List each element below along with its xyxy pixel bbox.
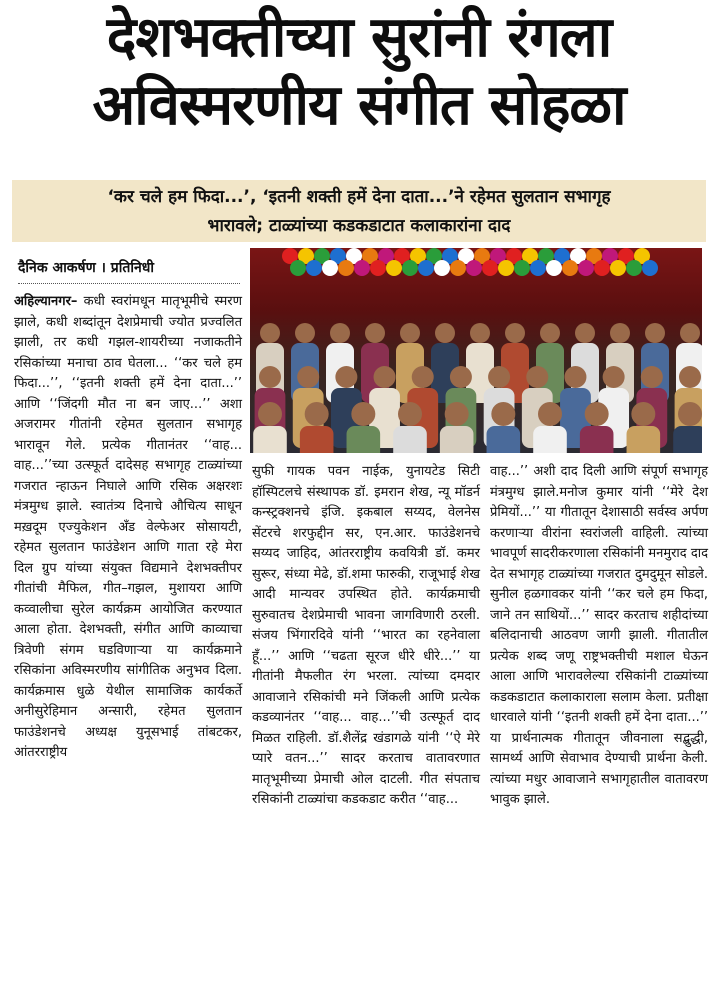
headline [0, 4, 718, 140]
person-head [678, 402, 702, 426]
person-head [305, 402, 329, 426]
balloon [610, 260, 626, 276]
balloon [514, 260, 530, 276]
byline-divider [18, 283, 240, 284]
balloon [306, 260, 322, 276]
balloon [354, 260, 370, 276]
person-head [645, 323, 665, 343]
balloon [530, 260, 546, 276]
article-column-1 [14, 292, 242, 764]
group-photo [250, 248, 702, 453]
balloon [642, 260, 658, 276]
person-head [258, 402, 282, 426]
person-head [564, 366, 586, 388]
balloon [466, 260, 482, 276]
person-head [365, 323, 385, 343]
person-body [440, 426, 474, 453]
balloon [370, 260, 386, 276]
balloon [594, 260, 610, 276]
balloon [402, 260, 418, 276]
person-head [297, 366, 319, 388]
person-head [470, 323, 490, 343]
person-head [412, 366, 434, 388]
subheadline [12, 180, 706, 242]
byline: दैनिक आकर्षण । प्रतिनिधी [18, 260, 154, 276]
person-body [393, 426, 427, 453]
person-head [400, 323, 420, 343]
person-body [253, 426, 287, 453]
person-body [300, 426, 334, 453]
person-head [488, 366, 510, 388]
dateline: अहिल्यानगर– [14, 294, 78, 309]
balloon [322, 260, 338, 276]
balloon [626, 260, 642, 276]
headline-line-1: देशभक्तीच्या सुरांनी रंगला [106, 5, 612, 70]
person-head [445, 402, 469, 426]
balloon [498, 260, 514, 276]
person-head [526, 366, 548, 388]
person-head [603, 366, 625, 388]
person-head [575, 323, 595, 343]
person-head [351, 402, 375, 426]
person-head [259, 366, 281, 388]
person-head [330, 323, 350, 343]
person-body [580, 426, 614, 453]
person-head [641, 366, 663, 388]
article-column-3 [490, 462, 708, 811]
person-head [398, 402, 422, 426]
person-head [540, 323, 560, 343]
article-text-col2: सुफी गायक पवन नाईक, युनायटेड सिटी हॉस्पिटलचे संस्थापक डॉ. इमरान शेख, न्यू मॉडर्न कन्स्ट्रक्शनचे इंजि. इकबाल सय्यद, वेलनेस सेंटरचे शरफुद्दीन सर, एन.आर. फाउंडेशनचे सय्यद जाहिद, आंतरराष्ट्रीय कवयित्री डॉ. कमर सुरूर, संध्या मेढे, डॉ.शमा फारुकी, राजूभाई शेख आदी मान्यवर उपस्थित होते. कार्यक्रमाची सुरुवातच देशप्रेमाची भावना जागविणारी ठरली. संजय भिंगारदिवे यांनी ‘‘भारत का रहनेवाला हूँ...’’ आणि ‘‘चढता सूरज धीरे धीरे...’’ या गीतांनी मैफलीत रंग भरला. त्यांच्या दमदार आवाजाने रसिकांची मने जिंकली आणि प्रत्येक कडव्यानंतर ‘‘वाह... वाह...’’ची उत्स्फूर्त दाद मिळत राहिली. डॉ.शैलेंद्र खंडागळे यांनी ‘‘ऐ मेरे प्यारे वतन...’’ सादर करताच वातावरणात मातृभूमीच्या प्रेमाची ओल दाटली. गीत संपताच रसिकांनी टाळ्यांचा कडकडाट करीत ‘‘वाह... [252, 464, 480, 807]
headline-line-2: अविस्मरणीय संगीत सोहळा [92, 73, 626, 138]
balloon [338, 260, 354, 276]
person-head [374, 366, 396, 388]
balloon [434, 260, 450, 276]
person-head [631, 402, 655, 426]
article-text-col3: वाह...’’ अशी दाद दिली आणि संपूर्ण सभागृह मंत्रमुग्ध झाले.मनोज कुमार यांनी ‘‘मेरे देश प्रेमियों...’’ या गीतातून देशासाठी सर्वस्व अर्पण करणाऱ्या वीरांना स्वरांजली वाहिली. त्यांच्या भावपूर्ण सादरीकरणाला रसिकांनी मनमुराद दाद देत सभागृह टाळ्यांच्या गजरात दुमदुमून सोडले. सुनील हळगावकर यांनी ‘‘कर चले हम फिदा, जाने तन साथियों...’’ सादर करताच शहीदांच्या बलिदानाची आठवण जागी झाली. गीतातील प्रत्येक शब्द जणू राष्ट्रभक्तीची मशाल घेऊन आला आणि भारावलेल्या रसिकांनी टाळ्यांच्या कडकडाटात कलाकाराला सलाम केला. प्रतीक्षा धारवाले यांनी ‘‘इतनी शक्ती हमें देना दाता...’’ या प्रार्थनात्मक गीतातून जीवनाला सद्बुद्धी, सामर्थ्य आणि सेवाभाव देण्याची प्रार्थना केली. त्यांच्या मधुर आवाजाने सभागृहातील वातावरण भावुक झाले. [490, 464, 708, 807]
person-head [538, 402, 562, 426]
balloon [290, 260, 306, 276]
person-head [505, 323, 525, 343]
person-head [610, 323, 630, 343]
group-photo-illustration [250, 248, 702, 453]
balloon [418, 260, 434, 276]
balloon [450, 260, 466, 276]
person-body [347, 426, 381, 453]
person-body [487, 426, 521, 453]
person-body [627, 426, 661, 453]
person-head [491, 402, 515, 426]
person-head [435, 323, 455, 343]
subheadline-line-2: भारावले; टाळ्यांच्या कडकडाटात कलाकारांना दाद [207, 216, 511, 236]
person-head [680, 323, 700, 343]
person-head [679, 366, 701, 388]
subheadline-line-1: ‘कर चले हम फिदा...’, ‘इतनी शक्ती हमें देना दाता...’ने रहेमत सुलतान सभागृह [107, 187, 611, 207]
person-body [673, 426, 702, 453]
person-body [533, 426, 567, 453]
balloon [546, 260, 562, 276]
person-head [585, 402, 609, 426]
balloon [562, 260, 578, 276]
person-head [335, 366, 357, 388]
person-head [295, 323, 315, 343]
balloon [578, 260, 594, 276]
balloon [482, 260, 498, 276]
balloon [386, 260, 402, 276]
article-column-2 [252, 462, 480, 811]
person-head [260, 323, 280, 343]
person-head [450, 366, 472, 388]
article-text-col1: कधी स्वरांमधून मातृभूमीचे स्मरण झाले, कधी शब्दांतून देशप्रेमाची ज्योत प्रज्वलित झाली, तर कधी गझल-शायरीच्या नजाकतीने रसिकांच्या मनाचा ठाव घेतला... ‘‘कर चले हम फिदा...’’, ‘‘इतनी शक्ती हमें देना दाता...’’ आणि ‘‘जिंदगी मौत ना बन जाए...’’ अशा अजरामर गीतांनी रहेमत सुलतान सभागृह भारावून गेले. प्रत्येक गीतानंतर ‘‘वाह... वाह...’’च्या उत्स्फूर्त दादेसह सभागृह टाळ्यांच्या गजरात न्हाऊन निघाले आणि रसिक अक्षरशः मंत्रमुग्ध झाले. स्वातंत्र्य दिनाचे औचित्य साधून मख़दूम एज्युकेशन अँड वेल्फेअर सोसायटी, रहेमत सुलतान फाउंडेशन आणि गाता रहे मेरा दिल ग्रुप यांच्या संयुक्त विद्यमाने देशभक्तीपर गीतांची मैफिल, गीत–गझल, मुशायरा आणि कव्वालीचा सुरेल कार्यक्रम आयोजित करण्यात आला होता. देशभक्ती, संगीत आणि काव्याचा त्रिवेणी संगम घडविणाऱ्या या कार्यक्रमाने रसिकांना अविस्मरणीय सांगीतिक अनुभव दिला. कार्यक्रमास धुळे येथील सामाजिक कार्यकर्ते अनीसुरेहिमान अन्सारी, रहेमत सुलतान फाउंडेशनचे अध्यक्ष युनूसभाई तांबटकर, आंतरराष्ट्रीय [14, 294, 242, 760]
